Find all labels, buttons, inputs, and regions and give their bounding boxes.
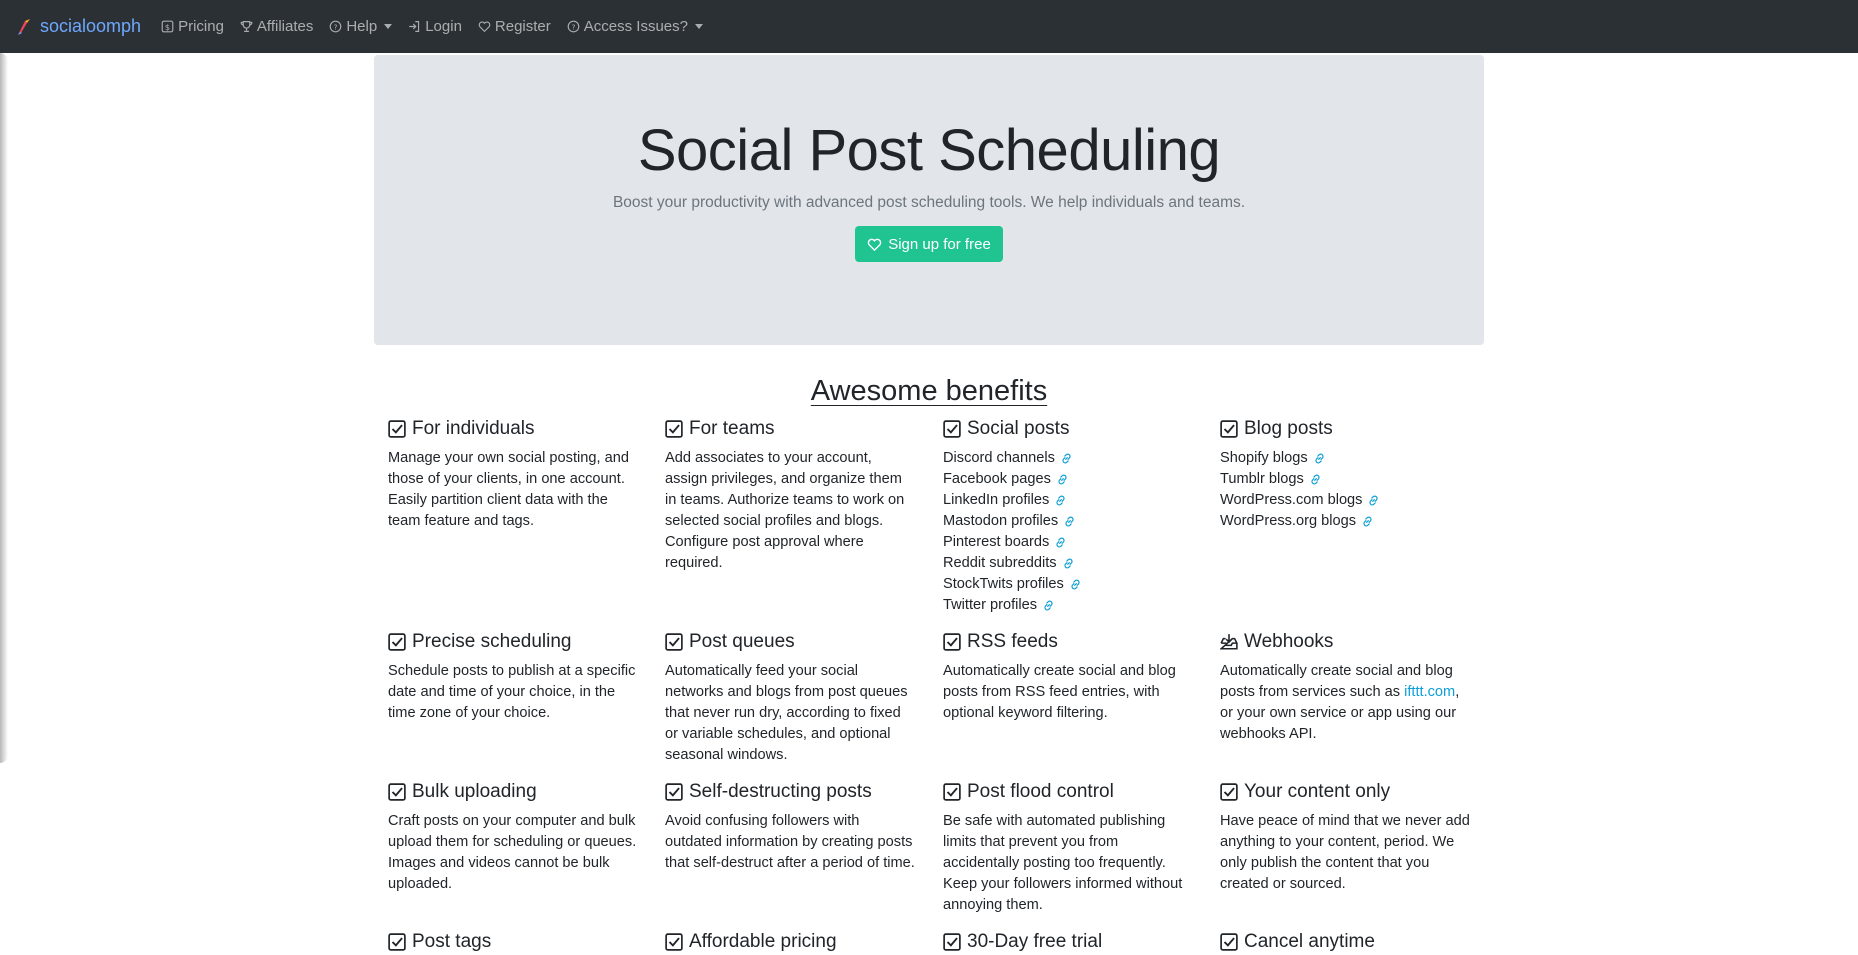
- benefit-card: [943, 929, 1193, 955]
- benefit-title: [388, 416, 638, 442]
- benefit-title-text: Your content only: [1244, 781, 1391, 802]
- benefit-card: [665, 929, 915, 955]
- platform-name: Pinterest boards: [943, 534, 1050, 550]
- nav-register[interactable]: [470, 18, 559, 35]
- checkbox-checked-icon: [943, 633, 961, 651]
- benefit-title: [1220, 629, 1470, 655]
- brand-name: socialoomph: [40, 16, 142, 36]
- link-icon[interactable]: [1056, 473, 1069, 486]
- benefit-card: [665, 416, 915, 574]
- trophy-icon: [240, 20, 253, 33]
- checkbox-checked-icon: [665, 420, 683, 438]
- benefit-card: [665, 779, 915, 874]
- benefit-title-text: RSS feeds: [967, 631, 1058, 652]
- nav-register-label: Register: [494, 18, 551, 35]
- link-icon[interactable]: [1367, 494, 1380, 507]
- hero-subtitle: Boost your productivity with advanced post scheduling tools. We help individuals and teams.: [612, 194, 1246, 211]
- benefit-title: [943, 629, 1193, 655]
- benefit-title: [665, 629, 915, 655]
- platform-list-item: [943, 595, 1193, 616]
- benefit-card: [1220, 416, 1470, 532]
- benefit-description: Be safe with automated publishing limits that prevent you from accidentally posting too frequently. Keep your followers informed without annoying them.: [943, 813, 1183, 913]
- benefit-title-text: Webhooks: [1244, 631, 1334, 652]
- link-icon[interactable]: [1060, 452, 1073, 465]
- benefit-title: [388, 779, 638, 805]
- heart-icon: [478, 20, 491, 33]
- rocket-logo-icon: [16, 18, 32, 36]
- platform-list-item: [943, 532, 1193, 553]
- nav-login-label: Login: [425, 18, 462, 35]
- benefit-title-text: For individuals: [412, 418, 535, 439]
- brand-link[interactable]: [16, 16, 141, 37]
- hero-title: Social Post Scheduling: [637, 118, 1221, 183]
- benefit-title-text: For teams: [689, 418, 775, 439]
- benefits-heading: [374, 375, 1484, 408]
- benefit-title: [665, 929, 915, 955]
- svg-text:$: $: [164, 21, 171, 32]
- platform-name: StockTwits profiles: [943, 576, 1064, 592]
- svg-text:?: ?: [571, 22, 576, 32]
- hero-section: [374, 55, 1484, 345]
- platform-name: Mastodon profiles: [943, 513, 1059, 529]
- checkbox-checked-icon: [665, 933, 683, 951]
- checkbox-checked-icon: [1220, 420, 1238, 438]
- checkbox-checked-icon: [388, 933, 406, 951]
- benefit-description: Automatically feed your social networks and blogs from post queues that never run dry, according to fixed or variable schedules, and optional seasonal windows.: [665, 663, 908, 763]
- checkbox-checked-icon: [943, 420, 961, 438]
- signup-button-label: Sign up for free: [888, 235, 991, 253]
- nav-affiliates[interactable]: [232, 18, 321, 35]
- benefit-title: [943, 779, 1193, 805]
- benefit-description: Schedule posts to publish at a specific date and time of your choice, in the time zone of your choice.: [388, 663, 636, 721]
- checkbox-checked-icon: [388, 420, 406, 438]
- benefit-description: Have peace of mind that we never add anything to your content, period. We only publish the content that you created or sourced.: [1220, 813, 1470, 892]
- benefit-title-text: Blog posts: [1244, 418, 1333, 439]
- checkbox-checked-icon: [1220, 933, 1238, 951]
- platform-list: [943, 448, 1193, 616]
- benefit-card: [665, 629, 915, 766]
- svg-text:?: ?: [333, 22, 338, 32]
- platform-list-item: [943, 553, 1193, 574]
- question-icon: [567, 20, 580, 33]
- platform-list-item: [1220, 448, 1470, 469]
- benefit-text: Automatically create social and blog posts from services such as: [1220, 663, 1453, 700]
- benefit-title-text: 30-Day free trial: [967, 931, 1103, 952]
- benefit-card: [943, 629, 1193, 724]
- signup-button[interactable]: [855, 226, 1003, 262]
- top-navbar: [0, 0, 1858, 53]
- benefit-title: [665, 416, 915, 442]
- chevron-down-icon: [384, 24, 392, 29]
- platform-name: Discord channels: [943, 450, 1055, 466]
- link-icon[interactable]: [1054, 494, 1067, 507]
- platform-name: Facebook pages: [943, 471, 1051, 487]
- link-icon[interactable]: [1313, 452, 1326, 465]
- link-icon[interactable]: [1054, 536, 1067, 549]
- benefit-title-text: Bulk uploading: [412, 781, 537, 802]
- platform-name: Twitter profiles: [943, 597, 1038, 613]
- benefit-description: Avoid confusing followers with outdated information by creating posts that self-destruct after a period of time.: [665, 813, 915, 871]
- question-icon: [329, 20, 342, 33]
- nav-help-label: Help: [346, 18, 378, 35]
- benefit-title-text: Affordable pricing: [689, 931, 837, 952]
- platform-name: Shopify blogs: [1220, 450, 1308, 466]
- platform-list-item: [1220, 511, 1470, 532]
- benefit-title-text: Self-destructing posts: [689, 781, 872, 802]
- login-icon: [408, 20, 421, 33]
- link-icon[interactable]: [1069, 578, 1082, 591]
- platform-list-item: [943, 448, 1193, 469]
- benefit-title: [943, 929, 1193, 955]
- benefit-title-text: Post flood control: [967, 781, 1114, 802]
- benefit-description: Manage your own social posting, and those of your clients, in one account. Easily partition client data with the team feature and tags.: [388, 450, 629, 529]
- benefit-card: [1220, 629, 1470, 745]
- benefit-title-text: Post tags: [412, 931, 492, 952]
- benefit-card: [943, 416, 1193, 616]
- checkbox-checked-icon: [1220, 783, 1238, 801]
- platform-list-item: [943, 490, 1193, 511]
- nav-help-dropdown[interactable]: [321, 18, 400, 35]
- benefit-description: Craft posts on your computer and bulk upload them for scheduling or queues. Images and videos cannot be bulk uploaded.: [388, 813, 637, 892]
- benefit-title: [665, 779, 915, 805]
- benefit-card: [1220, 929, 1470, 955]
- platform-name: WordPress.com blogs: [1220, 492, 1363, 508]
- nav-login[interactable]: [400, 18, 470, 35]
- benefit-card: [1220, 779, 1470, 895]
- nav-pricing-label: Pricing: [178, 18, 224, 35]
- heart-icon: [867, 237, 882, 252]
- benefit-card: [388, 629, 638, 724]
- ifttt-link[interactable]: ifttt.com: [1404, 684, 1456, 700]
- benefit-title-text: Precise scheduling: [412, 631, 572, 652]
- nav-pricing[interactable]: [153, 18, 232, 35]
- nav-affiliates-label: Affiliates: [256, 18, 314, 35]
- benefits-title: Awesome benefits: [810, 375, 1048, 407]
- platform-list-item: [1220, 490, 1470, 511]
- benefit-title-text: Social posts: [967, 418, 1070, 439]
- benefit-description: Add associates to your account, assign privileges, and organize them in teams. Authorize teams to work on selected social profiles and blogs. Configure post approval where required.: [665, 450, 905, 571]
- link-icon[interactable]: [1361, 515, 1374, 528]
- benefit-card: [943, 779, 1193, 916]
- link-icon[interactable]: [1309, 473, 1322, 486]
- link-icon[interactable]: [1063, 515, 1076, 528]
- benefit-text: , or your own service or app using our webhooks API.: [1220, 684, 1460, 742]
- nav-access-issues-label: Access Issues?: [583, 18, 688, 35]
- platform-list-item: [943, 469, 1193, 490]
- inbox-download-icon: [1220, 633, 1238, 651]
- benefit-title: [1220, 779, 1470, 805]
- dollar-icon: [161, 20, 174, 33]
- benefit-description: Automatically create social and blog posts from RSS feed entries, with optional keyword filtering.: [943, 663, 1176, 721]
- benefit-title-text: Post queues: [689, 631, 795, 652]
- checkbox-checked-icon: [665, 783, 683, 801]
- benefit-title: [943, 416, 1193, 442]
- benefit-card: [388, 416, 638, 532]
- side-shadow: [0, 53, 8, 763]
- benefit-title: [388, 929, 638, 955]
- benefit-card: [388, 779, 638, 895]
- platform-name: LinkedIn profiles: [943, 492, 1050, 508]
- benefit-title: [1220, 929, 1470, 955]
- nav-access-issues-dropdown[interactable]: [559, 18, 711, 35]
- chevron-down-icon: [695, 24, 703, 29]
- platform-list-item: [943, 511, 1193, 532]
- platform-name: Reddit subreddits: [943, 555, 1057, 571]
- platform-list: [1220, 448, 1470, 532]
- benefit-card: [388, 929, 638, 955]
- checkbox-checked-icon: [943, 783, 961, 801]
- benefit-title-text: Cancel anytime: [1244, 931, 1375, 952]
- benefit-title: [1220, 416, 1470, 442]
- platform-name: Tumblr blogs: [1220, 471, 1304, 487]
- platform-list-item: [943, 574, 1193, 595]
- platform-name: WordPress.org blogs: [1220, 513, 1356, 529]
- checkbox-checked-icon: [388, 783, 406, 801]
- platform-list-item: [1220, 469, 1470, 490]
- benefit-description: [1220, 661, 1470, 745]
- link-icon[interactable]: [1062, 557, 1075, 570]
- benefit-title: [388, 629, 638, 655]
- checkbox-checked-icon: [665, 633, 683, 651]
- checkbox-checked-icon: [388, 633, 406, 651]
- link-icon[interactable]: [1042, 599, 1055, 612]
- checkbox-checked-icon: [943, 933, 961, 951]
